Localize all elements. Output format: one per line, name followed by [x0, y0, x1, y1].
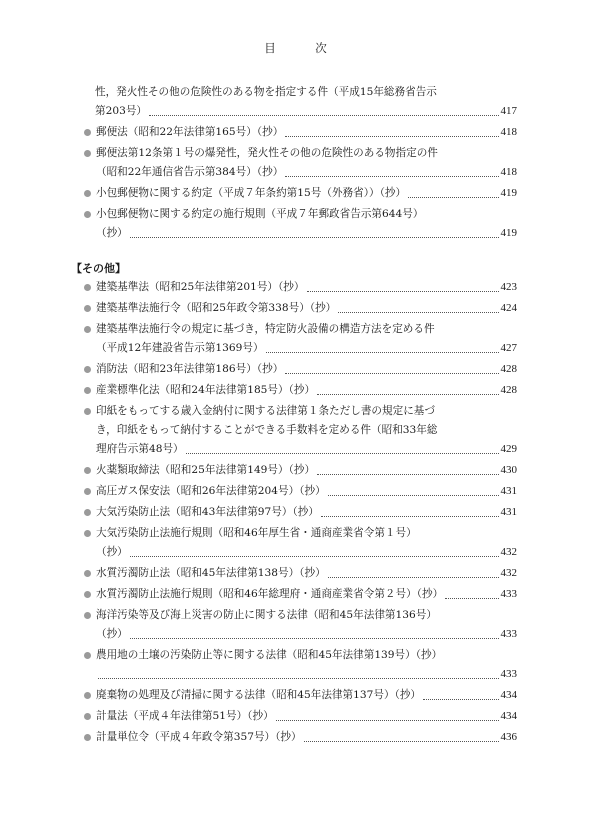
page-number: 419 [500, 227, 517, 239]
page-number: 429 [500, 443, 517, 455]
page-number: 423 [500, 281, 517, 293]
page-number: 433 [500, 588, 517, 600]
toc-group-postal [84, 83, 517, 243]
page-number: 424 [500, 302, 517, 314]
bullet-icon [84, 408, 91, 415]
toc-entry-text: 性，発火性その他の危険性のある物を指定する件（平成15年総務省告示 [95, 86, 437, 98]
toc-entry-text: 消防法（昭和23年法律第186号）（抄） [96, 363, 284, 375]
dot-leader [304, 741, 499, 742]
toc-entry[interactable] [84, 381, 517, 400]
toc-entry-text: 郵便法第12条第１号の爆発性，発火性その他の危険性のある物指定の件 [96, 147, 438, 159]
page-number: 427 [500, 342, 517, 354]
toc-entry-text: 高圧ガス保安法（昭和26年法律第204号）（抄） [96, 485, 326, 497]
bullet-icon [84, 467, 91, 474]
toc-entry[interactable] [84, 278, 517, 297]
toc-entry-text: （平成12年建設省告示第1369号） [96, 342, 264, 354]
bullet-icon [84, 488, 91, 495]
table-of-contents [71, 83, 517, 749]
dot-leader [307, 291, 499, 292]
bullet-icon [84, 366, 91, 373]
toc-entry[interactable] [84, 606, 517, 644]
toc-entry[interactable] [84, 123, 517, 142]
toc-entry[interactable] [84, 686, 517, 705]
bullet-icon [84, 190, 91, 197]
bullet-icon [84, 734, 91, 741]
page-number: 433 [500, 628, 517, 640]
toc-entry-text: 理府告示第48号） [96, 443, 184, 455]
page-number: 436 [500, 731, 517, 743]
toc-entry[interactable] [84, 461, 517, 480]
dot-leader [285, 176, 498, 177]
page-number: 430 [500, 464, 517, 476]
bullet-icon [84, 326, 91, 333]
page-number: 434 [500, 710, 517, 722]
toc-entry[interactable] [84, 360, 517, 379]
toc-entry-text: 農用地の土壌の汚染防止等に関する法律（昭和45年法律第139号）（抄） [96, 649, 443, 661]
dot-leader [130, 237, 499, 238]
bullet-icon [84, 284, 91, 291]
toc-entry[interactable] [84, 144, 517, 182]
toc-entry-text: 大気汚染防止法（昭和43年法律第97号）（抄） [96, 506, 319, 518]
section-heading: 【その他】 [71, 262, 126, 275]
page-title: 目 次 [264, 41, 341, 55]
toc-entry-text: 小包郵便物に関する約定の施行規則（平成７年郵政省告示第644号） [96, 208, 424, 220]
toc-entry-text: 計量法（平成４年法律第51号）（抄） [96, 710, 274, 722]
toc-entry-text: 産業標準化法（昭和24年法律第185号）（抄） [96, 384, 316, 396]
bullet-icon [84, 591, 91, 598]
toc-entry[interactable] [84, 402, 517, 459]
bullet-icon [84, 570, 91, 577]
bullet-icon [84, 530, 91, 537]
toc-entry-text: 郵便法（昭和22年法律第165号）（抄） [96, 126, 284, 138]
toc-entry[interactable] [84, 205, 517, 243]
dot-leader [317, 474, 498, 475]
toc-entry-text: （昭和22年通信省告示第384号）（抄） [96, 166, 284, 178]
page-number: 433 [500, 668, 517, 680]
dot-leader [423, 699, 498, 700]
toc-entry[interactable] [84, 184, 517, 203]
bullet-icon [84, 509, 91, 516]
dot-leader [186, 453, 499, 454]
dot-leader [408, 197, 498, 198]
toc-entry-text: き，印紙をもって納付することができる手数料を定める件（昭和33年総 [96, 424, 438, 436]
bullet-icon [84, 713, 91, 720]
toc-entry[interactable] [84, 320, 517, 358]
dot-leader [149, 115, 498, 116]
toc-entry-text: 火薬類取締法（昭和25年法律第149号）（抄） [96, 464, 316, 476]
page-number: 428 [500, 363, 517, 375]
toc-entry-text: （抄） [96, 628, 128, 640]
bullet-icon [84, 305, 91, 312]
toc-entry-text: 印紙をもってする歳入金納付に関する法律第１条ただし書の規定に基づ [96, 405, 435, 417]
dot-leader [285, 373, 498, 374]
page-number: 417 [500, 105, 517, 117]
toc-entry-text: 廃棄物の処理及び清掃に関する法律（昭和45年法律第137号）（抄） [96, 689, 422, 701]
toc-entry[interactable] [84, 728, 517, 747]
toc-entry[interactable] [84, 503, 517, 522]
page-number: 432 [500, 567, 517, 579]
toc-entry-text: 水質汚濁防止法施行規則（昭和46年総理府・通商産業省令第２号）（抄） [96, 588, 444, 600]
toc-entry-text: 海洋汚染等及び海上災害の防止に関する法律（昭和45年法律第136号） [96, 609, 437, 621]
toc-entry-text: 小包郵便物に関する約定（平成７年条約第15号（外務省））（抄） [96, 187, 407, 199]
bullet-icon [84, 150, 91, 157]
dot-leader [276, 720, 499, 721]
page-number: 419 [500, 187, 517, 199]
bullet-icon [84, 211, 91, 218]
toc-group-other [84, 278, 517, 747]
toc-entry-text: （抄） [96, 227, 128, 239]
toc-entry-text: （抄） [96, 546, 128, 558]
toc-entry[interactable] [84, 83, 517, 121]
dot-leader [285, 136, 498, 137]
dot-leader [328, 577, 499, 578]
bullet-icon [84, 612, 91, 619]
dot-leader [130, 556, 499, 557]
page-number: 428 [500, 384, 517, 396]
toc-entry-text: 第203号） [95, 105, 148, 117]
toc-entry[interactable] [84, 524, 517, 562]
toc-entry-text: 建築基準法施行令（昭和25年政令第338号）（抄） [96, 302, 337, 314]
toc-entry[interactable] [84, 564, 517, 583]
dot-leader [328, 495, 499, 496]
bullet-icon [84, 652, 91, 659]
bullet-icon [84, 692, 91, 699]
dot-leader [317, 394, 498, 395]
page-number: 418 [500, 126, 517, 138]
toc-entry-text: 計量単位令（平成４年政令第357号）（抄） [96, 731, 302, 743]
page-number: 431 [500, 506, 517, 518]
page-number: 418 [500, 166, 517, 178]
toc-entry[interactable] [84, 707, 517, 726]
dot-leader [321, 516, 499, 517]
toc-entry-text: 建築基準法施行令の規定に基づき，特定防火設備の構造方法を定める件 [96, 323, 435, 335]
bullet-icon [84, 129, 91, 136]
toc-entry-text: 水質汚濁防止法（昭和45年法律第138号）（抄） [96, 567, 326, 579]
toc-entry[interactable] [84, 482, 517, 501]
dot-leader [130, 638, 499, 639]
toc-entry[interactable] [84, 299, 517, 318]
dot-leader [98, 678, 499, 679]
page-number: 432 [500, 546, 517, 558]
dot-leader [445, 598, 498, 599]
page-number: 434 [500, 689, 517, 701]
bullet-icon [84, 387, 91, 394]
toc-entry-text: 大気汚染防止法施行規則（昭和46年厚生省・通商産業省令第１号） [96, 527, 417, 539]
toc-entry[interactable] [84, 585, 517, 604]
toc-entry-text: 建築基準法（昭和25年法律第201号）（抄） [96, 281, 305, 293]
toc-entry[interactable] [84, 646, 517, 684]
dot-leader [266, 352, 499, 353]
page-number: 431 [500, 485, 517, 497]
dot-leader [338, 312, 498, 313]
